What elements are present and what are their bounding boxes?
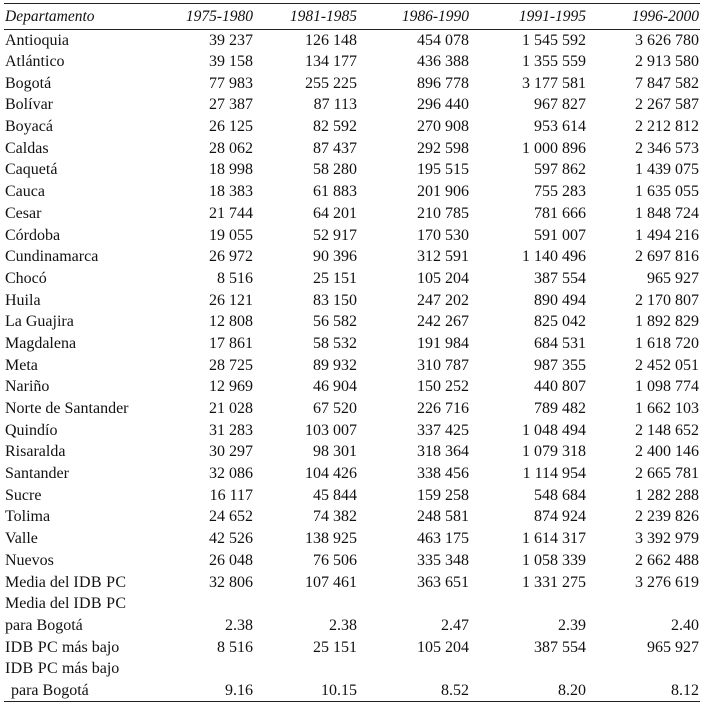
table-cell: 12 969 (209, 378, 253, 396)
table-cell: 26 048 (209, 551, 253, 569)
department-name: Meta (5, 356, 38, 374)
table-cell: 1 635 055 (635, 183, 699, 201)
label-abbr: IDB PC (73, 595, 127, 613)
table-cell: 74 382 (313, 508, 357, 526)
department-name: Tolima (5, 508, 51, 526)
table-cell: 874 924 (534, 508, 586, 526)
table-cell: 1 545 592 (522, 31, 586, 49)
table-cell: 52 917 (313, 226, 357, 244)
table-cell: 318 364 (417, 443, 469, 461)
table-cell: 548 684 (534, 486, 586, 504)
table-row (4, 138, 700, 160)
table-cell: 825 042 (534, 313, 586, 331)
table-cell: 440 807 (534, 378, 586, 396)
table-cell: 2.39 (558, 616, 586, 634)
table-row (4, 333, 700, 355)
table-cell: 967 827 (534, 96, 586, 114)
table-cell: 463 175 (417, 530, 469, 548)
table-cell: 987 355 (534, 356, 586, 374)
table-row (4, 95, 700, 117)
table-row (4, 528, 700, 550)
table-cell: 17 861 (209, 334, 253, 352)
table-cell: 25 151 (313, 638, 357, 656)
table-cell: 8 516 (217, 638, 253, 656)
department-name: Quindío (5, 421, 58, 439)
table-cell: 2 662 488 (635, 551, 699, 569)
table-cell: 8.20 (470, 680, 587, 702)
department-name: Norte de Santander (5, 400, 129, 418)
table-cell: 248 581 (417, 508, 469, 526)
table-cell: 337 425 (417, 421, 469, 439)
table-cell: 1 331 275 (522, 573, 586, 591)
table-cell: 3 276 619 (635, 573, 699, 591)
table-cell: 2 212 812 (635, 118, 699, 136)
table-cell: 28 062 (209, 139, 253, 157)
table-cell: 39 237 (209, 31, 253, 49)
department-name: Sucre (5, 486, 42, 504)
label-abbr: IDB PC (73, 573, 127, 591)
department-name: Caquetá (5, 161, 58, 179)
header-period: 1975-1980 (166, 4, 254, 30)
table-row (4, 203, 700, 225)
table-cell: 1 355 559 (522, 53, 586, 71)
department-name: Boyacá (5, 118, 53, 136)
table-cell: 387 554 (534, 638, 586, 656)
department-name: Nuevos (5, 551, 54, 569)
table-cell: 83 150 (313, 291, 357, 309)
table-row (4, 420, 700, 442)
table-cell: 1 662 103 (635, 400, 699, 418)
table-cell: 67 520 (313, 400, 357, 418)
table-cell: 90 396 (313, 248, 357, 266)
table-cell: 270 908 (417, 118, 469, 136)
header-period: 1996-2000 (587, 4, 700, 30)
table-cell: 310 787 (417, 356, 469, 374)
table-cell: 138 925 (305, 530, 357, 548)
table-cell: 2 239 826 (635, 508, 699, 526)
table-cell: 296 440 (417, 96, 469, 114)
table-cell: 61 883 (313, 183, 357, 201)
table-cell: 7 847 582 (635, 74, 699, 92)
table-cell: 9.16 (166, 680, 254, 702)
table-cell: 247 202 (417, 291, 469, 309)
table-row (4, 485, 700, 507)
row-label (4, 572, 166, 594)
department-name: Córdoba (5, 226, 61, 244)
table-cell: 1 439 075 (635, 161, 699, 179)
table-cell: 18 383 (209, 183, 253, 201)
table-cell: 387 554 (534, 269, 586, 287)
table-row (4, 73, 700, 95)
table-cell: 2 346 573 (635, 139, 699, 157)
table-cell: 338 456 (417, 465, 469, 483)
table-cell: 1 058 339 (522, 551, 586, 569)
table-row (4, 311, 700, 333)
header-period: 1986-1990 (358, 4, 470, 30)
header-row (4, 4, 700, 30)
department-name: Cesar (5, 204, 42, 222)
table-cell: 363 651 (417, 573, 469, 591)
table-cell: 201 906 (417, 183, 469, 201)
table-cell: 31 283 (209, 421, 253, 439)
table-cell: 46 904 (313, 378, 357, 396)
table-row (4, 160, 700, 182)
table-body (4, 30, 700, 702)
table-cell: 2.38 (329, 616, 357, 634)
summary-row-minratio-label (4, 658, 700, 680)
summary-row-ratio (4, 615, 700, 637)
table-cell: 26 121 (209, 291, 253, 309)
label-text: más bajo (57, 660, 120, 678)
table-cell: 8.52 (358, 680, 470, 702)
table-cell: 45 844 (313, 486, 357, 504)
table-cell: 436 388 (417, 53, 469, 71)
table-cell: 134 177 (305, 53, 357, 71)
table-cell: 77 983 (209, 74, 253, 92)
table-cell: 56 582 (313, 313, 357, 331)
table-cell: 2.40 (671, 616, 699, 634)
department-name: Caldas (5, 139, 49, 157)
label-text: Media del (5, 595, 74, 613)
department-name: Chocó (5, 269, 47, 287)
table-cell: 1 079 318 (522, 443, 586, 461)
department-name: Bogotá (5, 74, 52, 92)
table-cell: 1 140 496 (522, 248, 586, 266)
table-row (4, 225, 700, 247)
table-cell: 1 000 896 (522, 139, 586, 157)
department-name: Bolívar (5, 96, 53, 114)
table-cell: 18 998 (209, 161, 253, 179)
table-cell: 454 078 (417, 31, 469, 49)
table-cell: 597 862 (534, 161, 586, 179)
table-cell: 2.47 (441, 616, 469, 634)
table-cell: 32 086 (209, 465, 253, 483)
table-cell: 10.15 (254, 680, 358, 702)
table-cell: 8 516 (217, 269, 253, 287)
table-cell: 28 725 (209, 356, 253, 374)
table-cell: 1 114 954 (522, 465, 586, 483)
table-cell: 3 177 581 (522, 74, 586, 92)
data-table (4, 3, 700, 702)
table-cell: 2.38 (225, 616, 253, 634)
table-cell: 98 301 (313, 443, 357, 461)
table-row (4, 507, 700, 529)
table-cell: 292 598 (417, 139, 469, 157)
row-label (4, 593, 166, 615)
table-cell: 26 125 (209, 118, 253, 136)
table-cell: 170 530 (417, 226, 469, 244)
table-cell: 21 028 (209, 400, 253, 418)
table-cell: 2 665 781 (635, 465, 699, 483)
header-period: 1991-1995 (470, 4, 587, 30)
department-name: Valle (5, 530, 38, 548)
table-row (4, 377, 700, 399)
department-name: Nariño (5, 378, 50, 396)
table-cell: 150 252 (417, 378, 469, 396)
table-cell: 1 892 829 (635, 313, 699, 331)
department-name: Antioquia (5, 31, 69, 49)
table-cell: 312 591 (417, 248, 469, 266)
table-cell: 1 614 317 (522, 530, 586, 548)
table-cell: 226 716 (417, 400, 469, 418)
table-cell: 335 348 (417, 551, 469, 569)
department-name: Magdalena (5, 334, 77, 352)
table-cell: 3 392 979 (635, 530, 699, 548)
table-cell: 2 452 051 (635, 356, 699, 374)
table-cell: 1 282 288 (635, 486, 699, 504)
table-cell: 26 972 (209, 248, 253, 266)
table-cell: 32 806 (209, 573, 253, 591)
table-cell: 82 592 (313, 118, 357, 136)
table-cell: 89 932 (313, 356, 357, 374)
table-cell: 755 283 (534, 183, 586, 201)
table-cell: 87 437 (313, 139, 357, 157)
summary-row-minratio (4, 680, 700, 702)
table-cell: 2 697 816 (635, 248, 699, 266)
table-row (4, 550, 700, 572)
table-cell: 255 225 (305, 74, 357, 92)
table-cell: 103 007 (305, 421, 357, 439)
table-row (4, 398, 700, 420)
table-cell: 789 482 (534, 400, 586, 418)
table-cell: 965 927 (647, 638, 699, 656)
table-cell: 24 652 (209, 508, 253, 526)
table-row (4, 246, 700, 268)
table-cell: 42 526 (209, 530, 253, 548)
table-cell: 191 984 (417, 334, 469, 352)
table-row (4, 268, 700, 290)
table-cell: 591 007 (534, 226, 586, 244)
department-name: Cundinamarca (5, 248, 99, 266)
table-row (4, 290, 700, 312)
table-cell: 104 426 (305, 465, 357, 483)
table-cell: 1 494 216 (635, 226, 699, 244)
table-cell: 781 666 (534, 204, 586, 222)
label-abbr: IDB PC (5, 638, 58, 656)
header-departamento: Departamento (4, 4, 166, 30)
table-row (4, 181, 700, 203)
table-cell: 953 614 (534, 118, 586, 136)
department-name: Atlántico (5, 53, 65, 71)
header-period: 1981-1985 (254, 4, 358, 30)
table-cell: 16 117 (209, 486, 253, 504)
table-cell: 8.12 (587, 680, 700, 702)
table-cell: 87 113 (313, 96, 357, 114)
department-name: La Guajira (5, 313, 74, 331)
table-cell: 64 201 (313, 204, 357, 222)
table-cell: 896 778 (417, 74, 469, 92)
table-cell: 58 532 (313, 334, 357, 352)
label-text: más bajo (57, 638, 120, 656)
table-cell: 21 744 (209, 204, 253, 222)
table-cell: 12 808 (209, 313, 253, 331)
table-cell: 39 158 (209, 53, 253, 71)
table-cell: 890 494 (534, 291, 586, 309)
table-cell: 58 280 (313, 161, 357, 179)
table-cell: 2 913 580 (635, 53, 699, 71)
table-cell: 1 098 774 (635, 378, 699, 396)
table-cell: 965 927 (647, 269, 699, 287)
table-cell: 2 267 587 (635, 96, 699, 114)
label-text: Media del (5, 573, 74, 591)
table-cell: 195 515 (417, 161, 469, 179)
label-abbr: IDB PC (5, 660, 58, 678)
department-name: Risaralda (5, 443, 66, 461)
table-row (4, 463, 700, 485)
table-cell: 242 267 (417, 313, 469, 331)
table-cell: 1 618 720 (635, 334, 699, 352)
row-label: para Bogotá (5, 616, 83, 634)
table-cell: 2 170 807 (635, 291, 699, 309)
table-cell: 126 148 (305, 31, 357, 49)
row-label (4, 637, 166, 659)
row-label (4, 658, 166, 680)
table-row (4, 116, 700, 138)
table-cell: 105 204 (417, 269, 469, 287)
summary-row-media (4, 572, 700, 594)
table-cell: 27 387 (209, 96, 253, 114)
table-cell: 76 506 (313, 551, 357, 569)
table-cell: 1 048 494 (522, 421, 586, 439)
table-cell: 19 055 (209, 226, 253, 244)
table-cell: 105 204 (417, 638, 469, 656)
table-cell: 684 531 (534, 334, 586, 352)
department-name: Santander (5, 465, 69, 483)
table-row (4, 355, 700, 377)
table-cell: 1 848 724 (635, 204, 699, 222)
table-cell: 210 785 (417, 204, 469, 222)
row-label: para Bogotá (4, 680, 166, 702)
table-row (4, 442, 700, 464)
table-row (4, 51, 700, 73)
table-cell: 159 258 (417, 486, 469, 504)
table-cell: 2 148 652 (635, 421, 699, 439)
department-name: Cauca (5, 183, 45, 201)
table-cell: 30 297 (209, 443, 253, 461)
summary-row-min (4, 637, 700, 659)
table-cell: 2 400 146 (635, 443, 699, 461)
department-name: Huila (5, 291, 41, 309)
table-cell: 25 151 (313, 269, 357, 287)
table-cell: 3 626 780 (635, 31, 699, 49)
table-row (4, 30, 700, 52)
table-cell: 107 461 (305, 573, 357, 591)
summary-row-ratio-label (4, 593, 700, 615)
